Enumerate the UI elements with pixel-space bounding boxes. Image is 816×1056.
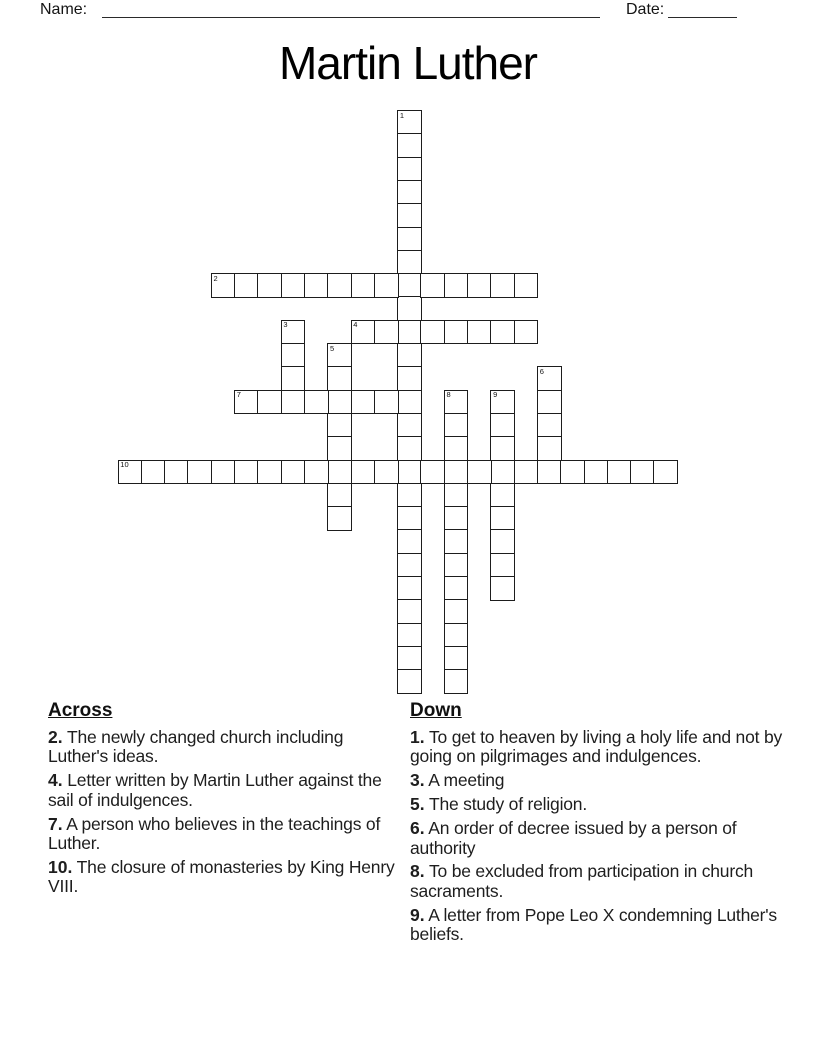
crossword-cell[interactable] xyxy=(467,273,492,298)
crossword-cell[interactable] xyxy=(397,157,422,182)
crossword-cell[interactable] xyxy=(281,273,306,298)
crossword-cell[interactable] xyxy=(281,460,306,485)
crossword-cell[interactable] xyxy=(374,273,399,298)
page-title: Martin Luther xyxy=(278,37,537,89)
crossword-cell[interactable] xyxy=(351,273,376,298)
cell-number: 1 xyxy=(399,110,405,120)
crossword-cell[interactable] xyxy=(467,460,492,485)
crossword-cell[interactable] xyxy=(211,273,236,298)
clue-item xyxy=(410,819,788,858)
down-heading: Down xyxy=(410,700,462,721)
clue-item xyxy=(410,862,788,901)
clues-down-column xyxy=(410,700,788,949)
crossword-cell[interactable] xyxy=(374,460,399,485)
crossword-cell[interactable] xyxy=(537,390,562,415)
crossword-cell[interactable] xyxy=(444,623,469,648)
crossword-cell[interactable] xyxy=(397,599,422,624)
crossword-cell[interactable] xyxy=(444,320,469,345)
crossword-cell[interactable] xyxy=(327,413,352,438)
cell-number: 10 xyxy=(120,460,129,469)
crossword-cell[interactable] xyxy=(397,343,422,368)
crossword-cell[interactable] xyxy=(304,460,329,485)
crossword-cell[interactable] xyxy=(397,646,422,671)
crossword-cell[interactable] xyxy=(444,529,469,554)
crossword-cell[interactable] xyxy=(490,576,515,601)
clue-number: 2. xyxy=(48,727,63,747)
clue-text: To be excluded from participation in church sacraments. xyxy=(410,861,754,901)
clue-number: 4. xyxy=(48,770,63,791)
crossword-cell[interactable] xyxy=(141,460,166,485)
crossword-cell[interactable] xyxy=(327,390,352,415)
crossword-cell[interactable] xyxy=(281,366,306,391)
crossword-cell[interactable] xyxy=(444,506,469,531)
crossword-cell[interactable] xyxy=(444,436,469,461)
across-clue-list xyxy=(48,728,404,897)
clue-text: The newly changed church including Luther's ideas. xyxy=(48,727,344,767)
clue-number: 5. xyxy=(410,794,425,815)
crossword-cell[interactable] xyxy=(397,320,422,345)
crossword-cell[interactable] xyxy=(490,390,515,415)
crossword-cell[interactable] xyxy=(514,273,539,298)
crossword-cell[interactable] xyxy=(420,460,445,485)
clue-item xyxy=(410,728,788,767)
clue-number: 8. xyxy=(410,861,425,882)
crossword-cell[interactable] xyxy=(490,273,515,298)
crossword-cell[interactable] xyxy=(444,646,469,671)
crossword-cell[interactable] xyxy=(327,436,352,461)
crossword-cell[interactable] xyxy=(560,460,585,485)
crossword-cell[interactable] xyxy=(281,320,306,345)
crossword-cell[interactable] xyxy=(397,506,422,531)
crossword-cell[interactable] xyxy=(164,460,189,485)
cell-number: 4 xyxy=(353,320,358,330)
clue-item xyxy=(48,728,404,767)
crossword-cell[interactable] xyxy=(397,413,422,438)
crossword-cell[interactable] xyxy=(397,273,422,298)
clue-number: 6. xyxy=(410,818,425,839)
crossword-cell[interactable] xyxy=(351,390,376,415)
clue-item xyxy=(48,771,404,810)
crossword-cell[interactable] xyxy=(187,460,212,485)
crossword-cell[interactable] xyxy=(444,669,469,694)
crossword-cell[interactable] xyxy=(327,343,352,368)
clue-number: 10. xyxy=(48,856,73,877)
crossword-cell[interactable] xyxy=(281,343,306,368)
crossword-cell[interactable] xyxy=(351,320,376,345)
crossword-cell[interactable] xyxy=(327,273,352,298)
crossword-cell[interactable] xyxy=(397,529,422,554)
crossword-cell[interactable] xyxy=(234,390,259,415)
crossword-cell[interactable] xyxy=(537,366,562,391)
crossword-cell[interactable] xyxy=(304,273,329,298)
clue-number: 7. xyxy=(48,813,63,834)
crossword-cell[interactable] xyxy=(444,553,469,578)
crossword-cell[interactable] xyxy=(444,599,469,624)
crossword-cell[interactable] xyxy=(327,366,352,391)
crossword-cell[interactable] xyxy=(397,203,422,228)
crossword-cell[interactable] xyxy=(514,460,539,485)
crossword-cell[interactable] xyxy=(374,320,399,345)
cell-number: 5 xyxy=(329,343,335,353)
clue-number: 9. xyxy=(410,904,425,925)
across-heading: Across xyxy=(48,700,113,721)
crossword-cell[interactable] xyxy=(490,553,515,578)
clue-number: 3. xyxy=(410,770,425,791)
clue-text: The study of religion. xyxy=(424,794,588,815)
crossword-cell[interactable] xyxy=(397,460,422,485)
crossword-cell[interactable] xyxy=(374,390,399,415)
crossword-cell[interactable] xyxy=(397,390,422,415)
down-clue-list xyxy=(410,728,788,945)
crossword-cell[interactable] xyxy=(327,483,352,508)
crossword-cell[interactable] xyxy=(537,460,562,485)
crossword-cell[interactable] xyxy=(420,320,445,345)
crossword-cell[interactable] xyxy=(490,413,515,438)
clue-item xyxy=(48,858,404,897)
crossword-cell[interactable] xyxy=(257,390,282,415)
crossword-cell[interactable] xyxy=(397,250,422,275)
crossword-cell[interactable] xyxy=(490,483,515,508)
crossword-cell[interactable] xyxy=(630,460,655,485)
crossword-cell[interactable] xyxy=(444,390,469,415)
crossword-cell[interactable] xyxy=(514,320,539,345)
crossword-cell[interactable] xyxy=(397,133,422,158)
clue-number: 1. xyxy=(410,727,425,747)
crossword-cell[interactable] xyxy=(444,483,469,508)
clue-text: A person who believes in the teachings of Luther. xyxy=(48,813,381,854)
crossword-cell[interactable] xyxy=(327,460,352,485)
cell-number: 9 xyxy=(493,390,498,400)
crossword-cell[interactable] xyxy=(257,460,282,485)
crossword-cell[interactable] xyxy=(397,296,422,321)
crossword-cell[interactable] xyxy=(444,460,469,485)
cell-number: 6 xyxy=(539,366,544,376)
clue-text: A letter from Pope Leo X condemning Luther's beliefs. xyxy=(410,904,777,945)
crossword-cell[interactable] xyxy=(397,576,422,601)
crossword-cell[interactable] xyxy=(397,436,422,461)
crossword-cell[interactable] xyxy=(234,273,259,298)
crossword-cell[interactable] xyxy=(234,460,259,485)
crossword-cell[interactable] xyxy=(584,460,609,485)
clue-item xyxy=(410,906,788,945)
cell-number: 7 xyxy=(236,390,241,400)
clue-text: A meeting xyxy=(424,770,505,791)
crossword-cell[interactable] xyxy=(490,320,515,345)
crossword-cell[interactable] xyxy=(397,483,422,508)
crossword-cell[interactable] xyxy=(397,366,422,391)
clue-text: The closure of monasteries by King Henry VIII. xyxy=(48,856,395,897)
crossword-cell[interactable] xyxy=(397,227,422,252)
crossword-cell[interactable] xyxy=(467,320,492,345)
date-label: Date: xyxy=(626,1,665,18)
crossword-cell[interactable] xyxy=(397,553,422,578)
crossword-cell[interactable] xyxy=(281,390,306,415)
crossword-cell[interactable] xyxy=(118,460,143,485)
clue-item xyxy=(410,795,788,814)
crossword-cell[interactable] xyxy=(397,110,422,135)
crossword-cell[interactable] xyxy=(537,436,562,461)
cell-number: 8 xyxy=(446,390,451,400)
crossword-cell[interactable] xyxy=(397,623,422,648)
clue-text: To get to heaven by living a holy life and not by going on pilgrimages and indulgences. xyxy=(410,727,783,767)
crossword-cell[interactable] xyxy=(653,460,678,485)
crossword-cell[interactable] xyxy=(490,529,515,554)
crossword-cell[interactable] xyxy=(397,180,422,205)
cell-number: 2 xyxy=(213,273,218,283)
cell-number: 3 xyxy=(283,320,288,330)
crossword-cell[interactable] xyxy=(211,460,236,485)
crossword-cell[interactable] xyxy=(537,413,562,438)
crossword-cell[interactable] xyxy=(490,506,515,531)
crossword-cell[interactable] xyxy=(420,273,445,298)
crossword-cell[interactable] xyxy=(444,413,469,438)
crossword-cell[interactable] xyxy=(444,576,469,601)
clue-text: An order of decree issued by a person of authority xyxy=(410,818,737,858)
crossword-cell[interactable] xyxy=(444,273,469,298)
crossword-cell[interactable] xyxy=(397,669,422,694)
crossword-cell[interactable] xyxy=(257,273,282,298)
crossword-cell[interactable] xyxy=(607,460,632,485)
clue-item xyxy=(410,771,788,790)
crossword-cell[interactable] xyxy=(327,506,352,531)
crossword-cell[interactable] xyxy=(351,460,376,485)
crossword-cell[interactable] xyxy=(490,460,515,485)
clues-across-column xyxy=(48,700,404,901)
clue-item xyxy=(48,815,404,854)
clue-text: Letter written by Martin Luther against the sail of indulgences. xyxy=(48,770,382,810)
crossword-cell[interactable] xyxy=(304,390,329,415)
crossword-cell[interactable] xyxy=(490,436,515,461)
name-label: Name: xyxy=(40,1,88,18)
